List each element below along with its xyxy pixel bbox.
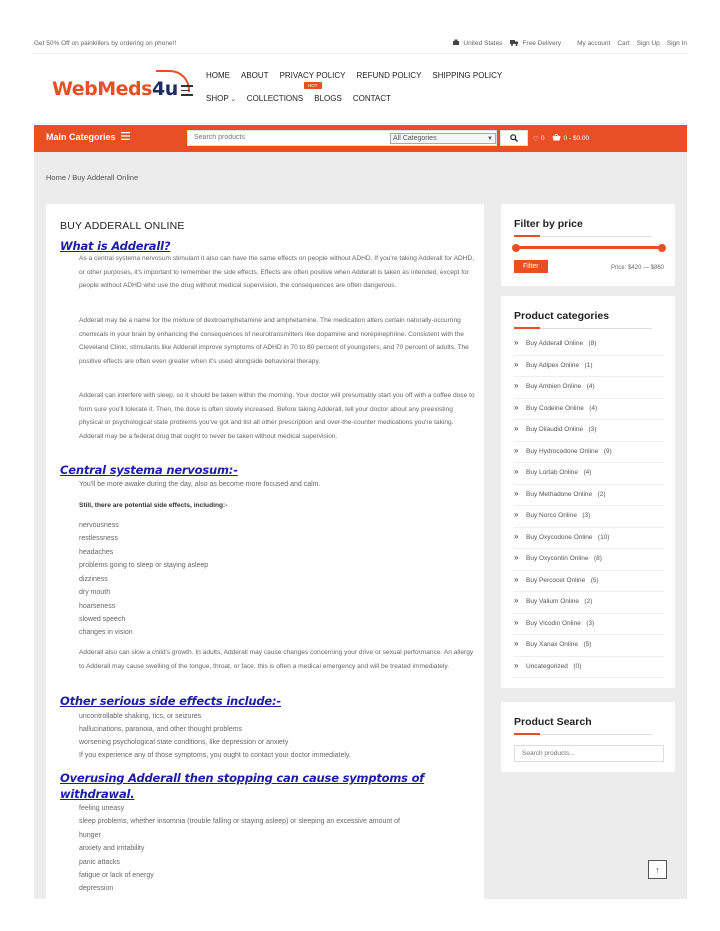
delivery-label: Free Delivery (522, 40, 562, 47)
hot-badge: HOT (304, 82, 322, 89)
list-item: problems going to sleep or staying asleep (79, 562, 209, 569)
category-count: (10) (597, 533, 610, 541)
category-item[interactable] (514, 571, 664, 593)
menu-icon (121, 132, 130, 142)
category-name: Buy Ambien Online (526, 383, 582, 390)
category-count: (2) (584, 598, 593, 605)
category-count: (4) (589, 404, 598, 412)
my-account-link[interactable]: My account (577, 40, 611, 47)
category-item[interactable] (514, 463, 664, 485)
category-item[interactable] (514, 399, 664, 421)
wishlist-link[interactable] (533, 135, 544, 143)
category-item[interactable] (514, 442, 664, 464)
page-title: BUY ADDERALL ONLINE (60, 220, 185, 232)
title-underline (514, 327, 540, 329)
main-categories-toggle[interactable] (46, 132, 130, 142)
category-item[interactable] (514, 377, 664, 399)
nav-refund-policy[interactable]: REFUND POLICY (356, 71, 422, 80)
double-chevron-right-icon: » (514, 553, 519, 562)
category-item[interactable] (514, 635, 664, 657)
price-range-label: Price: $420 — $860 (610, 265, 664, 271)
product-categories-widget (501, 296, 675, 688)
nav-shop-label: SHOP (206, 94, 229, 103)
category-name: Buy Oxycodone Online (526, 533, 593, 541)
product-search-widget (501, 702, 675, 772)
list-item: hallucinations, paranoia, and other thought problems (79, 726, 243, 733)
category-count: (2) (597, 490, 606, 498)
price-range-slider[interactable] (514, 246, 664, 249)
list-item: uncontrollable shaking, tics, or seizures (79, 713, 202, 720)
category-name: Buy Norco Online (526, 512, 577, 519)
paragraph-intro: As a central systema nervosum stimulant it also can have the same effects on people without ADHD. If you're taking Adderall for ADHD, or other purposes, it's important to remember the side effects. Effects are often positive when Adderall is taken as intended, except for people without ADHD who use the drug without medical supervision, the consequences are often dangerous. (79, 255, 475, 289)
search-icon (510, 129, 518, 147)
nav-contact[interactable]: CONTACT (352, 94, 391, 103)
product-search-input[interactable] (194, 134, 374, 141)
basket-icon (552, 134, 561, 143)
category-name: Buy Adipex Online (526, 361, 580, 369)
nav-collections[interactable]: COLLECTIONS (246, 94, 304, 103)
double-chevron-right-icon: » (514, 617, 519, 627)
sign-up-link[interactable]: Sign Up (636, 40, 660, 47)
list-item: headaches (79, 549, 114, 556)
nav-about[interactable]: ABOUT (241, 71, 269, 80)
country-label: United States (463, 40, 503, 47)
double-chevron-right-icon: » (514, 488, 519, 498)
list-item: panic attacks (79, 859, 120, 866)
main-categories-label: Main Categories (46, 132, 116, 142)
category-name: Buy Valium Online (526, 598, 579, 605)
category-name: Buy Percocet Online (526, 576, 586, 584)
double-chevron-right-icon: » (514, 424, 519, 433)
hamburger-icon[interactable] (181, 85, 193, 99)
category-name: Buy Dilaudid Online (526, 426, 584, 433)
category-count: (3) (588, 426, 597, 433)
double-chevron-right-icon: » (514, 660, 519, 670)
double-chevron-right-icon: » (514, 596, 519, 605)
product-search-title: Product Search (514, 716, 592, 728)
double-chevron-right-icon: » (514, 574, 519, 584)
title-underline (514, 733, 540, 735)
cart-link[interactable]: Cart (617, 40, 630, 47)
list-item: changes in vision (79, 629, 133, 636)
primary-nav (206, 71, 502, 80)
cns-paragraph: You'll be more awake during the day, also as become more focused and calm. (79, 481, 321, 488)
list-item: slowed speech (79, 616, 126, 623)
search-bar (34, 125, 687, 152)
heart-icon: ♡ (533, 135, 539, 143)
breadcrumb[interactable]: Home / Buy Adderall Online (46, 173, 139, 182)
filter-title: Filter by price (514, 218, 583, 230)
chevron-down-icon: ⌄ (230, 97, 236, 103)
list-item: fatigue or lack of energy (79, 872, 154, 879)
double-chevron-right-icon: » (514, 445, 519, 455)
sidebar-search-input[interactable] (514, 745, 664, 762)
filter-by-price-widget (501, 204, 675, 286)
promo-text: Get 50% Off on painkillers by ordering on phone!! (34, 40, 177, 47)
category-item[interactable] (514, 334, 664, 356)
category-name: Buy Methadone Online (526, 490, 593, 498)
logo-num: 4u (151, 78, 178, 100)
nav-home[interactable]: HOME (206, 71, 230, 80)
nav-shop[interactable] (206, 94, 236, 103)
double-chevron-right-icon: » (514, 510, 519, 519)
category-name: Buy Lortab Online (526, 469, 579, 476)
double-chevron-right-icon: » (514, 467, 519, 476)
category-count: (5) (590, 576, 599, 584)
category-count: (4) (586, 383, 595, 390)
categories-title: Product categories (514, 310, 610, 322)
category-item[interactable] (514, 528, 664, 550)
title-divider (540, 734, 652, 735)
cns-side-effects-label: Still, there are potential side effects, including:- (79, 502, 228, 509)
article-content (46, 204, 484, 899)
list-item: hoarseness (79, 603, 116, 610)
list-item: If you experience any of those symptoms, you ought to contact your doctor immediately. (79, 752, 351, 759)
nav-blogs[interactable]: BLOGS (314, 94, 342, 103)
list-item: feeling uneasy (79, 805, 125, 812)
double-chevron-right-icon: » (514, 402, 519, 412)
category-count: (0) (573, 662, 582, 670)
category-count: (1) (584, 361, 593, 369)
category-name: Buy Oxycontin Online (526, 555, 589, 562)
category-item[interactable] (514, 356, 664, 378)
title-underline (514, 235, 540, 237)
heading-other-side-effects[interactable]: Other serious side effects include:- (60, 694, 281, 708)
category-item[interactable] (514, 506, 664, 528)
list-item: depression (79, 885, 114, 892)
heading-overusing[interactable]: Overusing Adderall then stopping can cause symptoms of withdrawal. (60, 771, 425, 801)
double-chevron-right-icon: » (514, 381, 519, 390)
main-area (34, 152, 687, 899)
double-chevron-right-icon: » (514, 639, 519, 648)
category-name: Buy Hydrocodone Online (526, 447, 599, 455)
category-count: (3) (582, 512, 591, 519)
paragraph-sleep: Adderall can interfere with sleep, so it should be taken within the morning. Your doctor will presumably start you off with a coffee dose to form sure you'll tolerate it. Then, the dose is often slowly increased. Before taking Adderall, tell your doctor about any preexisting physical or psychological state problems you've got and list all other prescription and over-the-counter medications you're taking. Adderall may be a federal drug that ought to never be taken without medical supervision. (79, 392, 475, 440)
category-select[interactable] (390, 133, 496, 144)
title-divider (540, 236, 652, 237)
category-name: Buy Codeine Online (526, 404, 584, 412)
category-count: (4) (583, 469, 592, 476)
country-selector[interactable] (452, 39, 502, 48)
sign-in-link[interactable]: Sign In (666, 40, 687, 47)
nav-privacy-policy[interactable]: PRIVACY POLICY (279, 71, 346, 80)
category-item[interactable] (514, 614, 664, 636)
nav-shipping-policy[interactable]: SHIPPING POLICY (432, 71, 503, 80)
truck-icon (510, 39, 519, 48)
category-name: Buy Adderall Online (526, 340, 584, 347)
category-item[interactable] (514, 549, 664, 571)
category-count: (3) (586, 619, 595, 627)
category-count: (8) (588, 340, 597, 347)
wishlist-count: 0 (540, 135, 545, 142)
double-chevron-right-icon: » (514, 359, 519, 369)
arrow-up-icon: ↑ (655, 864, 660, 875)
category-item[interactable] (514, 420, 664, 442)
double-chevron-right-icon: » (514, 531, 519, 541)
category-count: (8) (593, 555, 602, 562)
heading-central-nervous[interactable]: Central systema nervosum:- (60, 463, 238, 477)
list-item: restlessness (79, 535, 118, 542)
category-count: (5) (583, 641, 592, 648)
list-item: nervousness (79, 522, 119, 529)
paragraph-growth: Adderall also can slow a child's growth. In adults, Adderall may cause changes concerning your drive or sexual performance. An allergy to Adderall may cause swelling of the tongue, throat, or face, this is often a medical emergency and will be treated immediately. (79, 649, 474, 670)
filter-button[interactable]: Filter (514, 260, 548, 273)
list-item: dry mouth (79, 589, 111, 596)
search-button[interactable] (500, 130, 528, 146)
list-item: hunger (79, 832, 101, 839)
title-divider (540, 328, 652, 329)
logo-text: WebMeds (52, 78, 152, 100)
globe-icon (452, 39, 460, 48)
category-name: Uncategorized (526, 662, 568, 670)
list-item: sleep problems, whether insomnia (trouble falling or staying asleep) or sleeping an excessive amount of (79, 818, 401, 825)
free-delivery (510, 39, 561, 48)
category-item[interactable] (514, 657, 664, 679)
double-chevron-right-icon: » (514, 338, 519, 347)
category-item[interactable] (514, 592, 664, 614)
product-search-box (187, 130, 497, 146)
cart-summary: 0 - $0.00 (563, 135, 590, 142)
back-to-top-button[interactable] (648, 860, 667, 879)
category-name: Buy Xanax Online (526, 641, 579, 648)
paragraph-mixture: Adderall may be a name for the mixture of dextroamphetamine and amphetamine. The medication alters certain naturally-occurring chemicals in your brain by enhancing the consequences of neurotransmitters like dopamine and norepinephrine. Consistent with the Cleveland Clinic, stimulants like Adderall improve symptoms of ADHD in 70 to 80 percent of youngsters, and 70 percent of adults. The positive effects are often even greater when it's used alongside behavioral therapy. (79, 317, 469, 365)
top-bar (34, 34, 687, 54)
category-item[interactable] (514, 485, 664, 507)
list-item: worsening psychological state conditions, like depression or anxiety (79, 739, 289, 746)
list-item: dizziness (79, 576, 108, 583)
list-item: anxiety and irritability (79, 845, 145, 852)
category-name: Buy Vicodin Online (526, 619, 581, 627)
heading-what-is-adderall[interactable]: What is Adderall? (60, 239, 171, 253)
mini-cart-link[interactable] (552, 134, 589, 143)
site-header (34, 56, 687, 124)
secondary-nav (206, 94, 391, 103)
chevron-down-icon: ▼ (487, 136, 493, 142)
category-count: (9) (603, 447, 612, 455)
category-select-value: All Categories (393, 135, 437, 142)
